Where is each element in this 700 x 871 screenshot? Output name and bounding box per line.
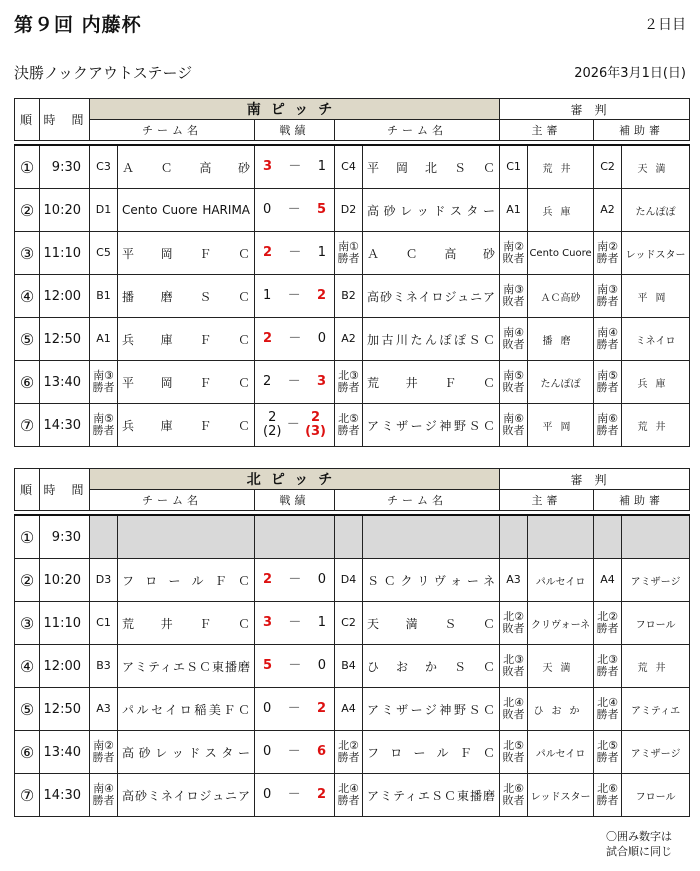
kickoff-time: 12:50	[40, 688, 90, 731]
main-referee-team: クリヴォーネ	[528, 602, 594, 645]
match-row	[15, 731, 690, 774]
team2-score: 2	[316, 787, 326, 802]
team2-name: フロールＦＣ	[363, 731, 500, 774]
result-header: 戦績	[255, 120, 335, 141]
match-score	[255, 774, 335, 817]
match-row	[15, 688, 690, 731]
team1-code: A1	[90, 318, 118, 361]
team1-score: 3	[263, 615, 273, 630]
match-row	[15, 318, 690, 361]
kickoff-time: 14:30	[40, 774, 90, 817]
team2-score: 2	[316, 288, 326, 303]
team2-score: 6	[316, 744, 326, 759]
team1-name: 平岡ＦＣ	[118, 232, 255, 275]
kickoff-time: 11:10	[40, 602, 90, 645]
kickoff-time: 12:00	[40, 275, 90, 318]
match-number: ②	[15, 189, 40, 232]
match-score	[255, 145, 335, 189]
assistant-referee-code: 南⑤ 勝者	[594, 361, 622, 404]
team2-name: 高砂ミネイロジュニア	[363, 275, 500, 318]
team2-name: ＡＣ高砂	[363, 232, 500, 275]
match-number: ③	[15, 602, 40, 645]
empty-cell	[90, 515, 118, 559]
team1-name: フロールＦＣ	[118, 559, 255, 602]
team2-code: 北④ 勝者	[335, 774, 363, 817]
referee-header: 審判	[500, 99, 690, 120]
kickoff-time: 12:50	[40, 318, 90, 361]
main-referee-code: A3	[500, 559, 528, 602]
match-score	[255, 232, 335, 275]
team2-score: 1	[317, 245, 326, 260]
main-referee-team: ひおか	[528, 688, 594, 731]
pitch-name: 南ピッチ	[90, 99, 500, 120]
main-referee-team: Cento Cuore	[528, 232, 594, 275]
main-referee-code: 南② 敗者	[500, 232, 528, 275]
team2-score: 5	[316, 202, 326, 217]
match-score	[255, 275, 335, 318]
match-score	[255, 645, 335, 688]
assistant-referee-team: 兵庫	[622, 361, 690, 404]
page-title: 第９回 内藤杯	[14, 14, 142, 36]
match-number: ⑤	[15, 318, 40, 361]
team2-score: 0	[317, 331, 326, 346]
empty-cell	[594, 515, 622, 559]
match-date: 2026年3月1日(日)	[574, 66, 686, 81]
main-referee-team: ＡＣ高砂	[528, 275, 594, 318]
match-score	[255, 602, 335, 645]
team1-name: 高砂ミネイロジュニア	[118, 774, 255, 817]
main-referee-team: レッドスター	[528, 774, 594, 817]
team1-name: 兵庫ＦＣ	[118, 318, 255, 361]
team2-score: 1	[317, 159, 326, 174]
team1-score: 3	[263, 159, 273, 174]
team1-name: 播磨ＳＣ	[118, 275, 255, 318]
assistant-referee-code: 南③ 勝者	[594, 275, 622, 318]
team1-score: 0	[263, 787, 272, 802]
match-row	[15, 559, 690, 602]
main-referee-code: 南⑥ 敗者	[500, 404, 528, 447]
assistant-referee-code: 北③ 勝者	[594, 645, 622, 688]
team1-name: 平岡ＦＣ	[118, 361, 255, 404]
match-score	[255, 731, 335, 774]
assistant-referee-code: 南⑥ 勝者	[594, 404, 622, 447]
score-dash: －	[288, 572, 302, 587]
order-header: 順	[15, 469, 40, 511]
team1-score: 2	[263, 245, 273, 260]
team2-code: A4	[335, 688, 363, 731]
kickoff-time: 11:10	[40, 232, 90, 275]
main-referee-code: 南④ 敗者	[500, 318, 528, 361]
main-referee-team: 播磨	[528, 318, 594, 361]
team-name-header: チーム名	[90, 120, 255, 141]
team1-score: 0	[263, 744, 272, 759]
assistant-referee-code: 北② 勝者	[594, 602, 622, 645]
team1-code: 南② 勝者	[90, 731, 118, 774]
assistant-referee-team: アミザージ	[622, 559, 690, 602]
south-pitch-table	[14, 98, 690, 447]
assistant-referee-code: 北⑥ 勝者	[594, 774, 622, 817]
team1-score: 2 (2)	[263, 410, 282, 439]
team1-score: 0	[263, 202, 272, 217]
team1-score: 5	[263, 658, 273, 673]
team1-name: アミティエＳＣ東播磨	[118, 645, 255, 688]
match-number: ⑤	[15, 688, 40, 731]
team-name-header: チーム名	[90, 490, 255, 511]
main-referee-team: 天満	[528, 645, 594, 688]
assistant-referee-team: 平岡	[622, 275, 690, 318]
empty-cell	[363, 515, 500, 559]
team2-code: C4	[335, 145, 363, 189]
assistant-referee-team: ミネイロ	[622, 318, 690, 361]
main-referee-team: パルセイロ	[528, 559, 594, 602]
team1-score: 2	[263, 331, 273, 346]
team1-code: D3	[90, 559, 118, 602]
stage-title: 決勝ノックアウトステージ	[14, 64, 193, 82]
team1-score: 0	[263, 701, 272, 716]
match-row	[15, 645, 690, 688]
team1-score: 2	[263, 374, 272, 389]
referee-header: 審判	[500, 469, 690, 490]
kickoff-time: 14:30	[40, 404, 90, 447]
assistant-referee-team: レッドスター	[622, 232, 690, 275]
match-number: ⑥	[15, 731, 40, 774]
kickoff-time: 12:00	[40, 645, 90, 688]
match-number: ⑥	[15, 361, 40, 404]
match-row	[15, 189, 690, 232]
assistant-referee-code: A2	[594, 189, 622, 232]
team2-name: ひおかＳＣ	[363, 645, 500, 688]
main-referee-code: 北④ 敗者	[500, 688, 528, 731]
score-dash: －	[287, 787, 301, 802]
match-number: ②	[15, 559, 40, 602]
score-dash: －	[288, 658, 302, 673]
kickoff-time: 13:40	[40, 361, 90, 404]
team2-code: 南① 勝者	[335, 232, 363, 275]
main-referee-code: C1	[500, 145, 528, 189]
team2-code: A2	[335, 318, 363, 361]
team2-name: ＳＣクリヴォーネ	[363, 559, 500, 602]
match-row	[15, 232, 690, 275]
team1-code: 南④ 勝者	[90, 774, 118, 817]
assistant-referee-header: 補助審	[594, 490, 690, 511]
match-row	[15, 145, 690, 189]
match-number: ⑦	[15, 774, 40, 817]
match-row	[15, 404, 690, 447]
assistant-referee-team: 荒井	[622, 645, 690, 688]
team2-code: D4	[335, 559, 363, 602]
team2-score: 3	[316, 374, 326, 389]
assistant-referee-code: 南② 勝者	[594, 232, 622, 275]
score-dash: －	[286, 417, 300, 432]
main-referee-header: 主審	[500, 490, 594, 511]
team1-score: 1	[263, 288, 272, 303]
kickoff-time: 10:20	[40, 189, 90, 232]
team2-name: アミティエＳＣ東播磨	[363, 774, 500, 817]
main-referee-code: 北② 敗者	[500, 602, 528, 645]
team2-code: 北⑤ 勝者	[335, 404, 363, 447]
team2-code: D2	[335, 189, 363, 232]
match-number: ⑦	[15, 404, 40, 447]
match-score	[255, 559, 335, 602]
pitch-name: 北ピッチ	[90, 469, 500, 490]
score-dash: －	[287, 202, 301, 217]
team1-name: Cento Cuore HARIMA	[118, 189, 255, 232]
main-referee-code: 北⑤ 敗者	[500, 731, 528, 774]
score-dash: －	[287, 374, 301, 389]
assistant-referee-team: 天満	[622, 145, 690, 189]
team1-code: B3	[90, 645, 118, 688]
team2-name: 平岡北ＳＣ	[363, 145, 500, 189]
assistant-referee-team: アミティエ	[622, 688, 690, 731]
team2-name: アミザージ神野ＳＣ	[363, 404, 500, 447]
team2-name: 荒井ＦＣ	[363, 361, 500, 404]
assistant-referee-code: C2	[594, 145, 622, 189]
main-referee-team: 荒井	[528, 145, 594, 189]
team-name-header: チーム名	[335, 120, 500, 141]
match-score	[255, 361, 335, 404]
kickoff-time: 10:20	[40, 559, 90, 602]
empty-cell	[622, 515, 690, 559]
team2-code: B2	[335, 275, 363, 318]
main-referee-team: 兵庫	[528, 189, 594, 232]
team1-score: 2	[263, 572, 273, 587]
assistant-referee-team: フロール	[622, 774, 690, 817]
assistant-referee-team: 荒井	[622, 404, 690, 447]
team2-name: 加古川たんぽぽＳＣ	[363, 318, 500, 361]
assistant-referee-code: 北⑤ 勝者	[594, 731, 622, 774]
match-number: ④	[15, 275, 40, 318]
assistant-referee-code: 南④ 勝者	[594, 318, 622, 361]
team2-score: 0	[317, 572, 326, 587]
footnote: 〇囲み数字は 試合順に同じ	[606, 830, 672, 858]
match-row	[15, 774, 690, 817]
kickoff-time: 9:30	[40, 145, 90, 189]
team1-name: 兵庫ＦＣ	[118, 404, 255, 447]
team1-code: C1	[90, 602, 118, 645]
main-referee-code: 南③ 敗者	[500, 275, 528, 318]
main-referee-team: たんぽぽ	[528, 361, 594, 404]
match-number: ①	[15, 515, 40, 559]
score-dash: －	[288, 245, 302, 260]
empty-cell	[118, 515, 255, 559]
team1-name: ＡＣ高砂	[118, 145, 255, 189]
score-dash: －	[287, 744, 301, 759]
main-referee-header: 主審	[500, 120, 594, 141]
kickoff-time: 9:30	[40, 515, 90, 559]
main-referee-code: A1	[500, 189, 528, 232]
main-referee-code: 北③ 敗者	[500, 645, 528, 688]
assistant-referee-code: A4	[594, 559, 622, 602]
main-referee-code: 南⑤ 敗者	[500, 361, 528, 404]
order-header: 順	[15, 99, 40, 141]
team2-code: 北② 勝者	[335, 731, 363, 774]
score-dash: －	[288, 159, 302, 174]
team1-code: B1	[90, 275, 118, 318]
assistant-referee-team: たんぽぽ	[622, 189, 690, 232]
team1-code: C3	[90, 145, 118, 189]
team1-code: 南⑤ 勝者	[90, 404, 118, 447]
match-number: ①	[15, 145, 40, 189]
assistant-referee-team: アミザージ	[622, 731, 690, 774]
team1-code: D1	[90, 189, 118, 232]
match-row	[15, 361, 690, 404]
match-row	[15, 602, 690, 645]
result-header: 戦績	[255, 490, 335, 511]
match-row	[15, 275, 690, 318]
score-dash: －	[287, 288, 301, 303]
team1-code: 南③ 勝者	[90, 361, 118, 404]
empty-cell	[528, 515, 594, 559]
team2-code: B4	[335, 645, 363, 688]
team1-code: A3	[90, 688, 118, 731]
north-pitch-table	[14, 468, 690, 817]
assistant-referee-code: 北④ 勝者	[594, 688, 622, 731]
match-score	[255, 688, 335, 731]
team2-code: 北③ 勝者	[335, 361, 363, 404]
match-number: ④	[15, 645, 40, 688]
match-row	[15, 515, 690, 559]
team2-score: 1	[317, 615, 326, 630]
kickoff-time: 13:40	[40, 731, 90, 774]
team1-code: C5	[90, 232, 118, 275]
team2-score: 2 (3)	[305, 410, 326, 439]
team2-name: アミザージ神野ＳＣ	[363, 688, 500, 731]
main-referee-team: パルセイロ	[528, 731, 594, 774]
empty-cell	[500, 515, 528, 559]
match-score	[255, 404, 335, 447]
match-number: ③	[15, 232, 40, 275]
score-dash: －	[288, 331, 302, 346]
team1-name: 高砂レッドスター	[118, 731, 255, 774]
empty-cell	[255, 515, 335, 559]
score-dash: －	[288, 615, 302, 630]
team2-score: 0	[317, 658, 326, 673]
team2-score: 2	[316, 701, 326, 716]
day-label: ２日目	[644, 17, 686, 33]
team2-code: C2	[335, 602, 363, 645]
time-header: 時 間	[40, 99, 90, 141]
team1-name: パルセイロ稲美ＦＣ	[118, 688, 255, 731]
match-score	[255, 318, 335, 361]
main-referee-code: 北⑥ 敗者	[500, 774, 528, 817]
match-score	[255, 189, 335, 232]
team-name-header: チーム名	[335, 490, 500, 511]
empty-cell	[335, 515, 363, 559]
main-referee-team: 平岡	[528, 404, 594, 447]
team1-name: 荒井ＦＣ	[118, 602, 255, 645]
time-header: 時 間	[40, 469, 90, 511]
team2-name: 高砂レッドスター	[363, 189, 500, 232]
team2-name: 天満ＳＣ	[363, 602, 500, 645]
score-dash: －	[287, 701, 301, 716]
assistant-referee-header: 補助審	[594, 120, 690, 141]
assistant-referee-team: フロール	[622, 602, 690, 645]
